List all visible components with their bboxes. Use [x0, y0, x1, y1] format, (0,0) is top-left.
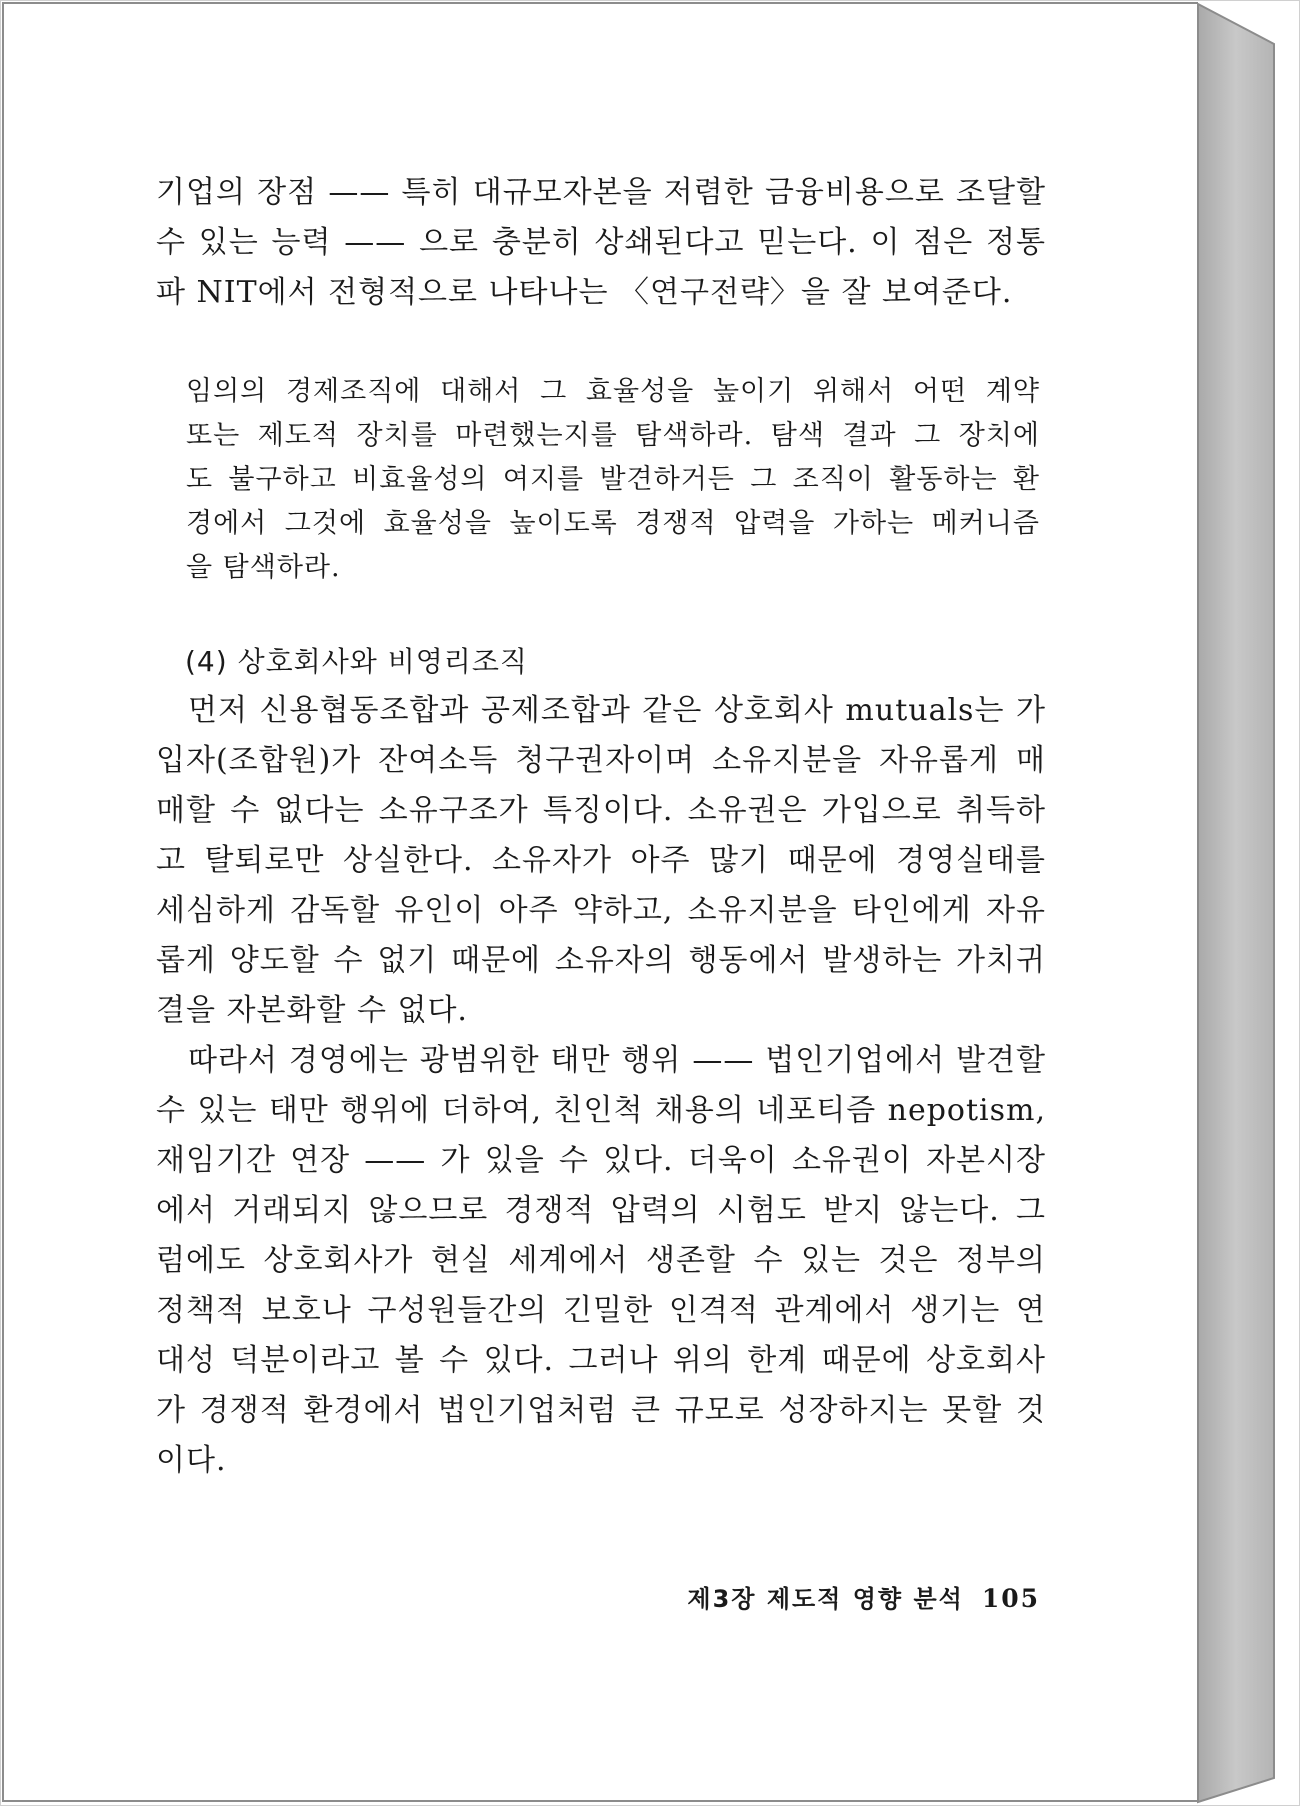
- text-line: 재임기간 연장 —— 가 있을 수 있다. 더욱이 소유권이 자본시장: [156, 1143, 1046, 1178]
- text-line: 수 있는 능력 —— 으로 충분히 상쇄된다고 믿는다. 이 점은 정통: [156, 225, 1046, 260]
- text-line: 럼에도 상호회사가 현실 세계에서 생존할 수 있는 것은 정부의: [156, 1243, 1046, 1278]
- text-line: 이다.: [156, 1443, 227, 1478]
- page-number: 105: [981, 1584, 1040, 1613]
- text-line: 고 탈퇴로만 상실한다. 소유자가 아주 많기 때문에 경영실태를: [156, 843, 1046, 878]
- text-line: 정책적 보호나 구성원들간의 긴밀한 인격적 관계에서 생기는 연: [156, 1293, 1046, 1328]
- paragraph-management: [156, 1036, 1046, 1486]
- running-chapter-title: 제3장 제도적 영향 분석: [687, 1585, 964, 1613]
- text-line: 먼저 신용협동조합과 공제조합과 같은 상호회사 mutuals는 가: [188, 693, 1046, 728]
- text-line: 대성 덕분이라고 볼 수 있다. 그러나 위의 한계 때문에 상호회사: [156, 1343, 1046, 1378]
- text-line: 에서 거래되지 않으므로 경쟁적 압력의 시험도 받지 않는다. 그: [156, 1193, 1046, 1228]
- text-line: 파 NIT에서 전형적으로 나타나는 〈연구전략〉을 잘 보여준다.: [156, 275, 1013, 310]
- text-line: 세심하게 감독할 유인이 아주 약하고, 소유지분을 타인에게 자유: [156, 893, 1046, 928]
- section-heading: (4) 상호회사와 비영리조직: [185, 645, 528, 678]
- page-footer: [640, 1582, 1040, 1616]
- text-line: 수 있는 태만 행위에 더하여, 친인척 채용의 네포티즘 nepotism,: [156, 1093, 1046, 1128]
- text-line: 따라서 경영에는 광범위한 태만 행위 —— 법인기업에서 발견할: [188, 1043, 1046, 1078]
- text-line: 가 경쟁적 환경에서 법인기업처럼 큰 규모로 성장하지는 못할 것: [156, 1393, 1046, 1428]
- first-paragraph: [156, 168, 1046, 318]
- quote-line: 을 탐색하라.: [186, 552, 341, 583]
- quote-line: 또는 제도적 장치를 마련했는지를 탐색하라. 탐색 결과 그 장치에: [186, 420, 1040, 451]
- block-quote: [186, 370, 1040, 590]
- paragraph-mutuals: [156, 686, 1046, 1036]
- quote-line: 경에서 그것에 효율성을 높이도록 경쟁적 압력을 가하는 메커니즘: [186, 508, 1040, 539]
- text-line: 롭게 양도할 수 없기 때문에 소유자의 행동에서 발생하는 가치귀: [156, 943, 1046, 978]
- text-line: 기업의 장점 —— 특히 대규모자본을 저렴한 금융비용으로 조달할: [156, 175, 1046, 210]
- quote-line: 임의의 경제조직에 대해서 그 효율성을 높이기 위해서 어떤 계약: [186, 376, 1040, 407]
- text-line: 매할 수 없다는 소유구조가 특징이다. 소유권은 가입으로 취득하: [156, 793, 1046, 828]
- quote-line: 도 불구하고 비효율성의 여지를 발견하거든 그 조직이 활동하는 환: [186, 464, 1040, 495]
- text-line: 결을 자본화할 수 없다.: [156, 993, 468, 1028]
- text-line: 입자(조합원)가 잔여소득 청구권자이며 소유지분을 자유롭게 매: [156, 743, 1046, 778]
